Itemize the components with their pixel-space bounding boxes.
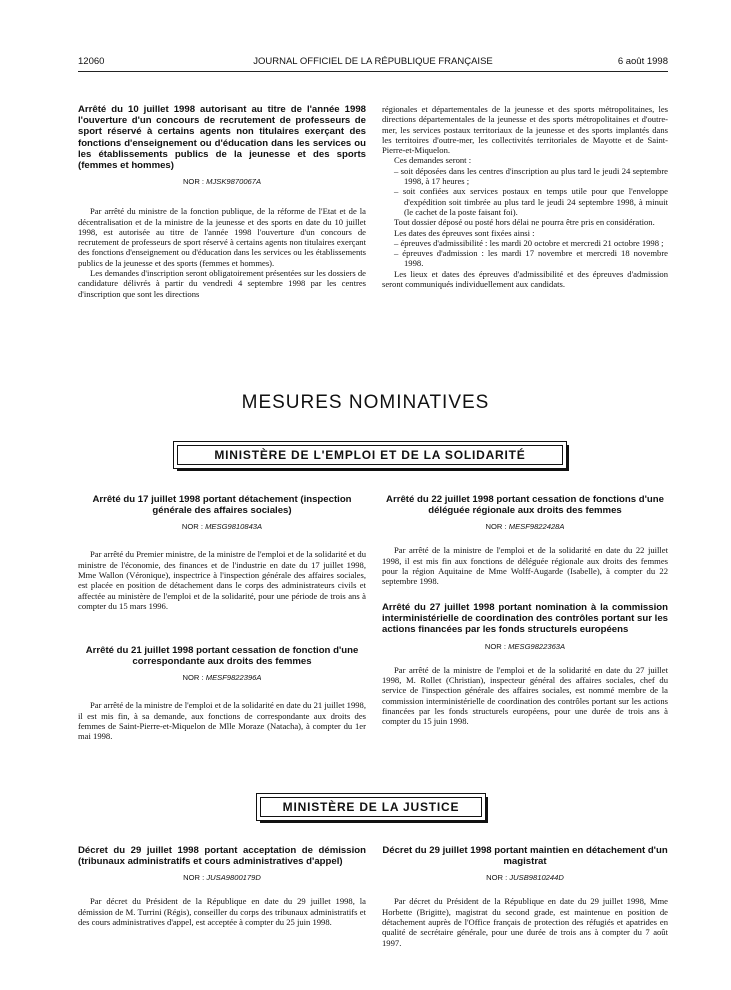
nor-label: NOR : <box>183 873 205 883</box>
header-rule <box>78 71 668 72</box>
nor-code: MESF9822396A <box>205 673 262 683</box>
decree-title: Arrêté du 21 juillet 1998 portant cessation de fonction d'une correspondante aux droits des femmes <box>85 645 359 668</box>
ministry-heading-box <box>256 793 486 821</box>
nor-code: MJSK9870067A <box>206 177 262 187</box>
decree-m1-right-b <box>382 602 668 726</box>
nor-label: NOR : <box>485 522 507 532</box>
page-header <box>78 56 668 70</box>
issue-date: 6 août 1998 <box>617 56 668 67</box>
decree-top-left <box>78 104 366 299</box>
decree-m1-left-a <box>78 494 366 611</box>
list-item: – soit confiées aux services postaux en temps utile pour que l'enveloppe d'expédition soit timbrée au plus tard le jeudi 24 septembre 1998, à minuit (le cachet de la poste faisant foi). <box>394 186 668 217</box>
paragraph: Par arrêté de la ministre de l'emploi et de la solidarité en date du 27 juillet 1998, M. Rollet (Christian), inspecteur général des affaires sociales, chef du service de l'inspection générale des affaires sociales, est nommé membre de la commission interministérielle de coordination des contrôles portant sur les actions financées par les fonds structurels européens, pour une durée de trois ans à compter du 15 juin 1998. <box>382 664 668 727</box>
paragraph: Les lieux et dates des épreuves d'admissibilité et des épreuves d'admission seront communiqués individuellement aux candidats. <box>382 268 668 290</box>
decree-m1-right-a <box>382 494 668 587</box>
decree-body <box>78 206 366 299</box>
decree-body <box>382 896 668 947</box>
decree-title: Arrêté du 27 juillet 1998 portant nomination à la commission interministérielle de coordination des contrôles portant sur les actions financées par les fonds structurels européens <box>382 602 668 636</box>
nor-reference <box>78 522 366 531</box>
decree-top-right <box>382 104 668 289</box>
ministry-title: MINISTÈRE DE LA JUSTICE <box>282 800 460 814</box>
nor-label: NOR : <box>182 177 205 187</box>
nor-reference <box>382 522 668 531</box>
paragraph: Par arrêté du ministre de la fonction publique, de la réforme de l'Etat et de la décentralisation et de la ministre de la jeunesse et des sports en date du 10 juillet 1998, est autorisée au titre de l'année 1998 l'ouverture d'un concours de recrutement de professeurs de sport réservé à certains agents non titulaires exerçant des fonctions d'enseignement ou d'éducation dans les services ou les établissements publics de la jeunesse et des sports (femmes et hommes). <box>78 206 366 268</box>
paragraph: Par décret du Président de la République en date du 29 juillet 1998, Mme Horbette (Brigitte), magistrat du second grade, est maintenue en position de détachement auprès de l'Office français de protection des réfugiés et apatrides en qualité de secrétaire générale, pour une durée de trois ans à compter du 7 août 1997. <box>382 896 668 948</box>
nor-label: NOR : <box>181 522 203 532</box>
paragraph: Par arrêté de la ministre de l'emploi et de la solidarité en date du 22 juillet 1998, il est mis fin aux fonctions de déléguée régionale aux droits des femmes pour la région Aquitaine de Mme Wolff-Augarde (Isabelle), à compter du 22 septembre 1998. <box>382 545 668 587</box>
nor-code: JUSA9800179D <box>206 873 261 883</box>
nor-reference <box>78 673 366 682</box>
nor-code: MESG9810843A <box>205 522 263 532</box>
nor-label: NOR : <box>484 641 506 651</box>
nor-code: MESG9822363A <box>508 641 566 651</box>
nor-code: MESF9822428A <box>508 522 565 532</box>
decree-m1-left-b <box>78 645 366 742</box>
decree-title: Arrêté du 10 juillet 1998 autorisant au titre de l'année 1998 l'ouverture d'un concours de recrutement de professeurs de sport réservé à certains agents non titulaires exerçant des fonctions d'enseignement ou d'éducation dans les services ou les établissements publics de la jeunesse et des sports (femmes et hommes) <box>78 104 366 172</box>
decree-title: Décret du 29 juillet 1998 portant maintien en détachement d'un magistrat <box>382 845 668 868</box>
journal-title: JOURNAL OFFICIEL DE LA RÉPUBLIQUE FRANÇAISE <box>253 56 493 67</box>
paragraph: régionales et départementales de la jeunesse et des sports métropolitaines, les directions départementales de la jeunesse et des sports métropolitaines et d'outre-mer, les services postaux territoriaux de la jeunesse et des sports implantés dans les territoires d'outre-mer, les collectivités territoriales de Mayotte et de Saint-Pierre-et-Miquelon. <box>382 104 668 156</box>
paragraph: Tout dossier déposé ou posté hors délai ne pourra être pris en considération. <box>394 217 655 228</box>
decree-title: Arrêté du 22 juillet 1998 portant cessation de fonctions d'une déléguée régionale aux droits des femmes <box>386 494 664 517</box>
nor-reference <box>78 177 366 186</box>
ministry-heading-box <box>173 441 567 469</box>
decree-body <box>382 665 668 727</box>
paragraph: Ces demandes seront : <box>394 155 472 166</box>
nor-reference <box>78 873 366 882</box>
ministry-title: MINISTÈRE DE L'EMPLOI ET DE LA SOLIDARITÉ <box>214 448 526 462</box>
decree-m2-right <box>382 845 668 948</box>
nor-reference <box>382 642 668 651</box>
nor-label: NOR : <box>486 873 508 883</box>
page-number: 12060 <box>78 56 105 67</box>
nor-label: NOR : <box>182 673 204 683</box>
decree-title: Décret du 29 juillet 1998 portant acceptation de démission (tribunaux administratifs et cours administratives d'appel) <box>78 845 366 868</box>
decree-m2-left <box>78 845 366 927</box>
paragraph: Par arrêté de la ministre de l'emploi et de la solidarité en date du 21 juillet 1998, il est mis fin, à sa demande, aux fonctions de correspondante aux droits des femmes de Saint-Pierre-et-Miquelon de Mlle Moraze (Natacha), à compter du 1er mai 1998. <box>78 700 366 742</box>
decree-body <box>382 545 668 586</box>
section-title: MESURES NOMINATIVES <box>241 392 490 413</box>
decree-body <box>78 549 366 611</box>
paragraph: Les dates des épreuves sont fixées ainsi : <box>394 227 535 238</box>
list-item: – soit déposées dans les centres d'inscription au plus tard le jeudi 24 septembre 1998, à 17 heures ; <box>394 165 668 187</box>
list-item: – épreuves d'admissibilité : les mardi 20 octobre et mercredi 21 octobre 1998 ; <box>394 237 664 248</box>
paragraph: Par arrêté du Premier ministre, de la ministre de l'emploi et de la solidarité et du ministre de l'économie, des finances et de l'industrie en date du 17 juillet 1998, Mme Wallon (Véronique), inspectrice à l'inspection générale des affaires sociales, est placée en position de détachement dans le corps des administrateurs civils et affectée au ministère de l'emploi et de la solidarité, pour une période de trois ans à compter du 15 mars 1996. <box>78 549 366 611</box>
list-item: – épreuves d'admission : les mardi 17 novembre et mercredi 18 novembre 1998. <box>394 248 668 269</box>
nor-reference <box>382 873 668 882</box>
decree-body <box>78 700 366 741</box>
decree-body <box>78 896 366 927</box>
paragraph: Les demandes d'inscription seront obligatoirement présentées sur les dossiers de candidature délivrés à partir du vendredi 4 septembre 1998 par les centres d'inscription que sont les directions <box>78 268 366 299</box>
paragraph: Par décret du Président de la République en date du 29 juillet 1998, la démission de M. Turrini (Régis), conseiller du corps des tribunaux administratifs et des cours administratives d'appel, est acceptée à compter du 25 juin 1998. <box>78 896 366 927</box>
nor-code: JUSB9810244D <box>509 873 564 883</box>
decree-title: Arrêté du 17 juillet 1998 portant détachement (inspection générale des affaires sociales) <box>92 494 352 517</box>
